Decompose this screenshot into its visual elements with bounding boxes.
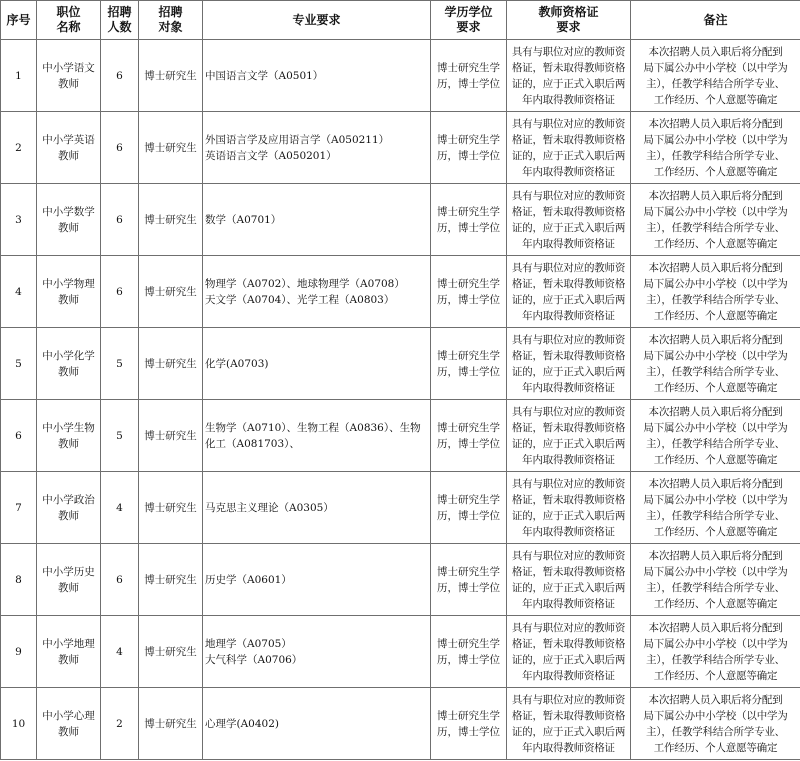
cell-no: 2 (1, 112, 37, 184)
cell-remark: 本次招聘人员入职后将分配到 局下属公办中小学校（以中学为 主），任教学科结合所学专业、 工作经历、个人意愿等确定 (631, 184, 800, 256)
cell-degree: 博士研究生学 历，博士学位 (431, 112, 507, 184)
cell-qualification: 具有与职位对应的教师资 格证，暂未取得教师资格 证的，应于正式入职后两 年内取得教师资格证 (507, 400, 631, 472)
cell-no: 7 (1, 472, 37, 544)
cell-remark: 本次招聘人员入职后将分配到 局下属公办中小学校（以中学为 主），任教学科结合所学专业、 工作经历、个人意愿等确定 (631, 616, 800, 688)
cell-count: 6 (101, 256, 139, 328)
cell-qualification: 具有与职位对应的教师资 格证，暂未取得教师资格 证的，应于正式入职后两 年内取得教师资格证 (507, 184, 631, 256)
cell-qualification: 具有与职位对应的教师资 格证，暂未取得教师资格 证的，应于正式入职后两 年内取得教师资格证 (507, 544, 631, 616)
table-row (1, 328, 800, 400)
cell-target: 博士研究生 (139, 688, 203, 760)
table-row (1, 472, 800, 544)
cell-qualification: 具有与职位对应的教师资 格证，暂未取得教师资格 证的，应于正式入职后两 年内取得教师资格证 (507, 112, 631, 184)
cell-count: 2 (101, 688, 139, 760)
cell-position: 中小学英语 教师 (37, 112, 101, 184)
cell-no: 4 (1, 256, 37, 328)
cell-major: 物理学（A0702）、地球物理学（A0708） 天文学（A0704）、光学工程（A0803） (203, 256, 431, 328)
table-row (1, 688, 800, 760)
cell-degree: 博士研究生学 历，博士学位 (431, 688, 507, 760)
table-row (1, 544, 800, 616)
cell-count: 6 (101, 544, 139, 616)
table-row (1, 184, 800, 256)
cell-remark: 本次招聘人员入职后将分配到 局下属公办中小学校（以中学为 主），任教学科结合所学专业、 工作经历、个人意愿等确定 (631, 400, 800, 472)
cell-qualification: 具有与职位对应的教师资 格证，暂未取得教师资格 证的，应于正式入职后两 年内取得教师资格证 (507, 40, 631, 112)
cell-qualification: 具有与职位对应的教师资 格证，暂未取得教师资格 证的，应于正式入职后两 年内取得教师资格证 (507, 256, 631, 328)
cell-qualification: 具有与职位对应的教师资 格证，暂未取得教师资格 证的，应于正式入职后两 年内取得教师资格证 (507, 328, 631, 400)
cell-no: 8 (1, 544, 37, 616)
cell-qualification: 具有与职位对应的教师资 格证，暂未取得教师资格 证的，应于正式入职后两 年内取得教师资格证 (507, 688, 631, 760)
cell-major: 中国语言文学（A0501） (203, 40, 431, 112)
cell-position: 中小学心理 教师 (37, 688, 101, 760)
cell-remark: 本次招聘人员入职后将分配到 局下属公办中小学校（以中学为 主），任教学科结合所学专业、 工作经历、个人意愿等确定 (631, 112, 800, 184)
cell-target: 博士研究生 (139, 256, 203, 328)
cell-major: 心理学(A0402) (203, 688, 431, 760)
cell-no: 6 (1, 400, 37, 472)
cell-major: 化学(A0703) (203, 328, 431, 400)
cell-major: 外国语言学及应用语言学（A050211） 英语语言文学（A050201） (203, 112, 431, 184)
cell-qualification: 具有与职位对应的教师资 格证，暂未取得教师资格 证的，应于正式入职后两 年内取得教师资格证 (507, 472, 631, 544)
cell-major: 马克思主义理论（A0305） (203, 472, 431, 544)
cell-target: 博士研究生 (139, 328, 203, 400)
cell-position: 中小学数学 教师 (37, 184, 101, 256)
cell-remark: 本次招聘人员入职后将分配到 局下属公办中小学校（以中学为 主），任教学科结合所学专业、 工作经历、个人意愿等确定 (631, 40, 800, 112)
cell-count: 4 (101, 472, 139, 544)
cell-remark: 本次招聘人员入职后将分配到 局下属公办中小学校（以中学为 主），任教学科结合所学专业、 工作经历、个人意愿等确定 (631, 328, 800, 400)
cell-position: 中小学物理 教师 (37, 256, 101, 328)
cell-no: 5 (1, 328, 37, 400)
cell-no: 10 (1, 688, 37, 760)
cell-degree: 博士研究生学 历，博士学位 (431, 616, 507, 688)
cell-degree: 博士研究生学 历，博士学位 (431, 544, 507, 616)
cell-qualification: 具有与职位对应的教师资 格证，暂未取得教师资格 证的，应于正式入职后两 年内取得教师资格证 (507, 616, 631, 688)
cell-degree: 博士研究生学 历，博士学位 (431, 400, 507, 472)
header-qualification: 教师资格证 要求 (507, 1, 631, 40)
cell-major: 生物学（A0710）、生物工程（A0836）、生物 化工（A081703）、 (203, 400, 431, 472)
cell-target: 博士研究生 (139, 184, 203, 256)
header-count: 招聘 人数 (101, 1, 139, 40)
cell-target: 博士研究生 (139, 544, 203, 616)
cell-degree: 博士研究生学 历，博士学位 (431, 184, 507, 256)
header-remark: 备注 (631, 1, 800, 40)
cell-remark: 本次招聘人员入职后将分配到 局下属公办中小学校（以中学为 主），任教学科结合所学专业、 工作经历、个人意愿等确定 (631, 544, 800, 616)
cell-no: 3 (1, 184, 37, 256)
cell-position: 中小学语文 教师 (37, 40, 101, 112)
header-major: 专业要求 (203, 1, 431, 40)
cell-position: 中小学政治 教师 (37, 472, 101, 544)
cell-count: 5 (101, 400, 139, 472)
cell-major: 数学（A0701） (203, 184, 431, 256)
cell-position: 中小学地理 教师 (37, 616, 101, 688)
cell-degree: 博士研究生学 历，博士学位 (431, 472, 507, 544)
cell-target: 博士研究生 (139, 472, 203, 544)
cell-target: 博士研究生 (139, 400, 203, 472)
header-degree: 学历学位 要求 (431, 1, 507, 40)
table-body (1, 40, 800, 760)
header-position: 职位 名称 (37, 1, 101, 40)
cell-remark: 本次招聘人员入职后将分配到 局下属公办中小学校（以中学为 主），任教学科结合所学专业、 工作经历、个人意愿等确定 (631, 472, 800, 544)
cell-degree: 博士研究生学 历，博士学位 (431, 40, 507, 112)
cell-no: 9 (1, 616, 37, 688)
cell-major: 历史学（A0601） (203, 544, 431, 616)
cell-target: 博士研究生 (139, 112, 203, 184)
cell-count: 5 (101, 328, 139, 400)
cell-no: 1 (1, 40, 37, 112)
cell-degree: 博士研究生学 历，博士学位 (431, 256, 507, 328)
cell-count: 6 (101, 184, 139, 256)
header-no: 序号 (1, 1, 37, 40)
cell-count: 6 (101, 40, 139, 112)
cell-position: 中小学化学 教师 (37, 328, 101, 400)
cell-target: 博士研究生 (139, 616, 203, 688)
cell-count: 6 (101, 112, 139, 184)
cell-target: 博士研究生 (139, 40, 203, 112)
cell-major: 地理学（A0705） 大气科学（A0706） (203, 616, 431, 688)
cell-position: 中小学历史 教师 (37, 544, 101, 616)
table-row (1, 616, 800, 688)
cell-position: 中小学生物 教师 (37, 400, 101, 472)
table-row (1, 40, 800, 112)
cell-count: 4 (101, 616, 139, 688)
table-row (1, 112, 800, 184)
header-target: 招聘 对象 (139, 1, 203, 40)
cell-degree: 博士研究生学 历，博士学位 (431, 328, 507, 400)
table-row (1, 400, 800, 472)
cell-remark: 本次招聘人员入职后将分配到 局下属公办中小学校（以中学为 主），任教学科结合所学专业、 工作经历、个人意愿等确定 (631, 256, 800, 328)
table-row (1, 256, 800, 328)
cell-remark: 本次招聘人员入职后将分配到 局下属公办中小学校（以中学为 主），任教学科结合所学专业、 工作经历、个人意愿等确定 (631, 688, 800, 760)
header-row (1, 1, 800, 40)
